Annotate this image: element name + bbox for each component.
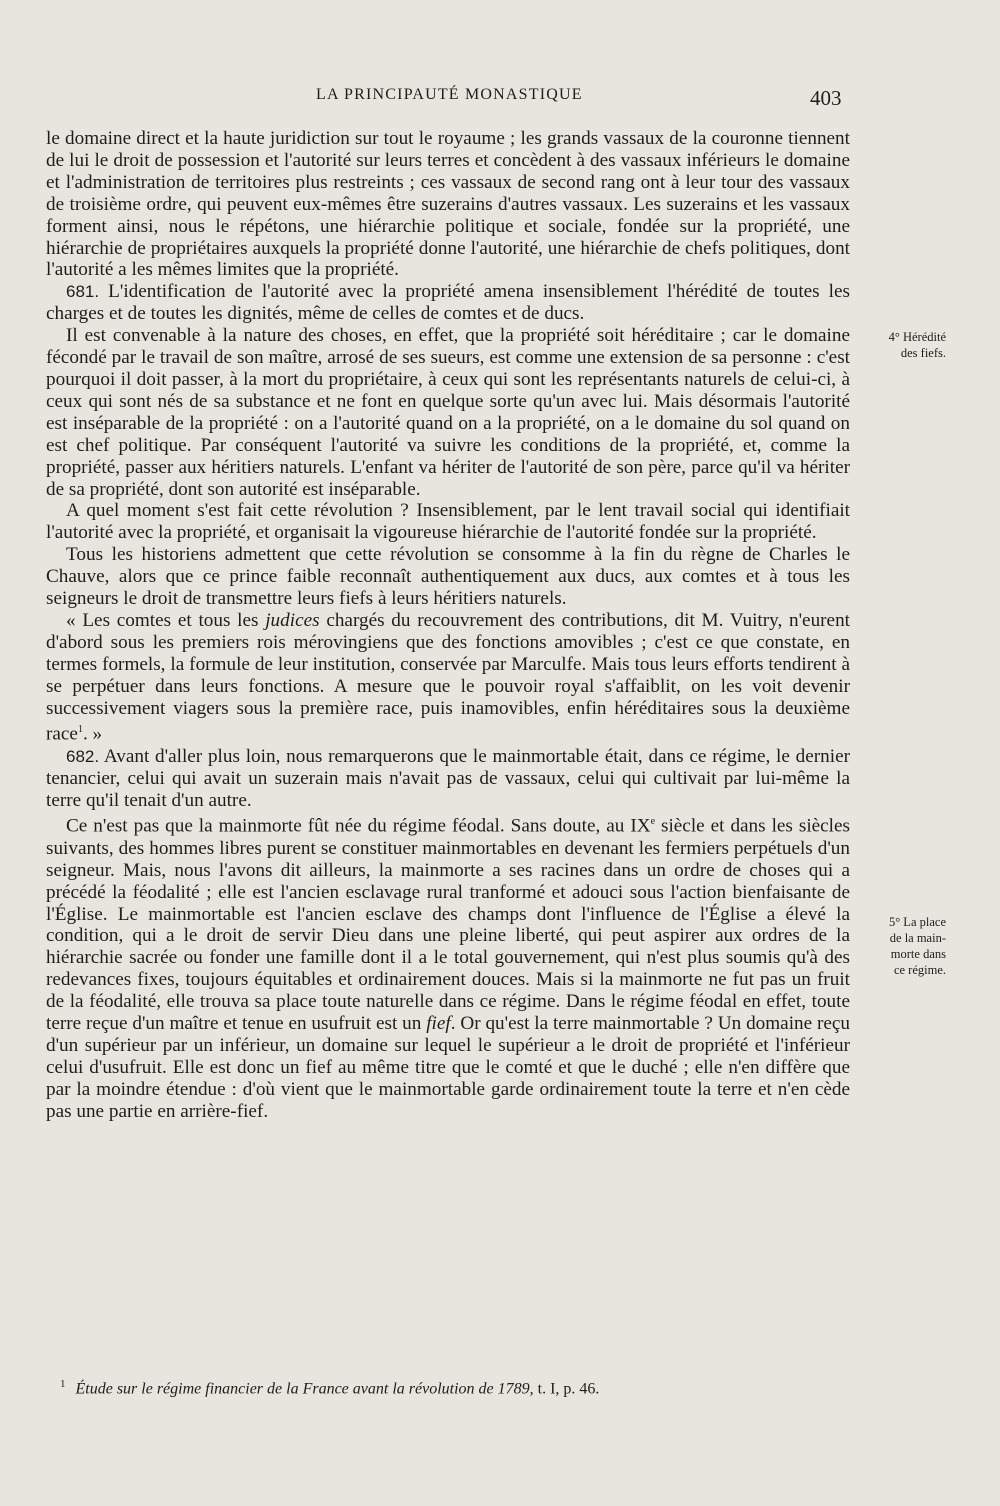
paragraph-text: . Or qu'est la terre mainmortable ? Un domaine reçu d'un supérieur par un inférieur, un domaine sur lequel le supérieur a le droit de propriété et l'inférieur celui d'usufruit. Elle est donc un fief au même titre que le comté et que le duché ; elle n'en diffère que par la moindre étendue : d'où vient que le mainmortable garde ordinairement toute la terre et n'en cède pas une partie en arrière-fief.	[46, 1013, 851, 1122]
superscript: e	[650, 816, 656, 828]
footnote-title: Étude sur le régime financier de la France avant la révolution de 1789	[75, 1380, 530, 1398]
paragraph-text: A quel moment s'est fait cette révolution ? Insensiblement, par le lent travail social qui identifiait l'autorité avec la propriété, et organisait la vigoureuse hiérarchie de l'autorité fondée sur la propriété.	[46, 500, 850, 544]
paragraph	[46, 544, 850, 610]
paragraph	[46, 811, 850, 1122]
footnote-reference: 1	[77, 724, 83, 736]
page-number: 403	[810, 86, 842, 110]
quote-text: chargés du recouvrement des contributions, dit M. Vuitry, n'eurent d'abord sous les premiers rois mérovingiens que des fonctions amovibles ; c'est ce que constate, en termes formels, la formule de leur institution, conservée par Marculfe. Mais tous leurs efforts tendirent à se perpétuer dans leurs fonctions. A mesure que le pouvoir royal s'affaiblit, on les voit devenir successivement viagers sous la première race, puis inamovibles, enfin héréditaires sous la deuxième race	[46, 609, 850, 745]
italic-term: judices	[265, 609, 320, 631]
paragraph-text: siècle et dans les siècles suivants, des hommes libres purent se constituer mainmortables en devenant les fermiers perpétuels d'un seigneur. Mais, nous l'avons dit ailleurs, la mainmorte a ses racines dans un ordre de choses qui a précédé la féodalité ; elle est l'ancien esclavage rural tranformé et adouci sous l'action bienfaisante de l'Église. Le mainmortable est l'ancien esclave des champs dont l'influence de l'Église a élevé la condition, qui a le droit de servir Dieu dans une pleine liberté, qui peut aspirer aux ordres de la hiérarchie sacrée ou fonder une famille dont il a le total gouvernement, qui n'est plus soumis qu'à des redevances fixes, toujours équitables et ordinairement douces. Mais si la mainmorte ne fut pas un fruit de la féodalité, elle trouva sa place toute naturelle dans ce régime. Dans le régime féodal en effet, toute terre reçue d'un maître et tenue en usufruit est un	[46, 815, 850, 1035]
paragraph-text: Il est convenable à la nature des choses, en effet, que la propriété soit héréditaire ; car le domaine fécondé par le travail de son maître, arrosé de ses sueurs, est comme une extension de sa personne : c'est pourquoi il doit passer, à la mort du propriétaire, à ceux qui sont les représentants naturels de celui-ci, à ceux qui sont nés de sa substance et ne font en quelque sorte qu'un avec lui. Mais désormais l'autorité est inséparable de la propriété : on a l'autorité quand on a la propriété, on a le domaine du sol quand on est chef politique. Par conséquent l'autorité va suivre les conditions de la propriété, et, comme la propriété, passer aux héritiers naturels. L'enfant va hériter de l'autorité de son père, parce qu'il va hériter de sa propriété, dont son autorité est inséparable.	[46, 325, 850, 500]
margin-note-line: des fiefs.	[900, 346, 946, 360]
quotation-paragraph	[46, 610, 850, 746]
main-text	[46, 128, 850, 1123]
paragraph-text: L'identification de l'autorité avec la propriété amena insensiblement l'hérédité de toutes les charges et de toutes les dignités, même de celles de comtes et de ducs.	[46, 281, 851, 325]
running-title: LA PRINCIPAUTÉ MONASTIQUE	[316, 86, 583, 103]
paragraph	[46, 128, 850, 281]
italic-term: fief	[426, 1013, 451, 1035]
margin-note-line: morte dans	[890, 947, 946, 961]
margin-note-mainmorte	[856, 914, 946, 978]
margin-note-line: ce régime.	[893, 963, 946, 977]
paragraph-number: 681.	[66, 282, 100, 302]
margin-note-heredite	[856, 329, 946, 361]
paragraph-text: le domaine direct et la haute juridiction sur tout le royaume ; les grands vassaux de la couronne tiennent de lui le droit de possession et l'autorité sur leurs terres et concèdent à des vassaux inférieurs le domaine et l'administration de territoires plus restreints ; ces vassaux de second rang ont à leur tour des vassaux de troisième ordre, qui peuvent eux-mêmes être suzerains d'autres vassaux. Les suzerains et les vassaux forment ainsi, nous le répétons, une hiérarchie politique et sociale, fondée sur la propriété, une hiérarchie de propriétaires auxquels la propriété donne l'autorité, une hiérarchie de chefs politiques, dont l'autorité a les mêmes limites que la propriété.	[46, 128, 850, 281]
quote-text: « Les comtes et tous les	[66, 609, 266, 631]
paragraph-text: Tous les historiens admettent que cette révolution se consomme à la fin du règne de Charles le Chauve, alors que ce prince faible reconnaît authentiquement aux ducs, aux comtes et à tous les seigneurs le droit de transmettre leurs fiefs à leurs héritiers naturels.	[46, 544, 850, 610]
paragraph	[46, 325, 850, 500]
paragraph-681	[46, 281, 850, 325]
footnote	[60, 1378, 860, 1398]
margin-note-line: 4° Hérédité	[888, 330, 946, 344]
paragraph-text: Ce n'est pas que la mainmorte fût née du régime féodal. Sans doute, au IX	[66, 815, 651, 837]
paragraph-682	[46, 746, 850, 812]
paragraph-text: Avant d'aller plus loin, nous remarquerons que le mainmortable était, dans ce régime, le dernier tenancier, celui qui avait un suzerain mais n'avait pas de vassaux, celui qui cultivait par lui-même la terre qu'il tenait d'un autre.	[46, 745, 850, 811]
margin-note-line: 5° La place	[888, 915, 946, 929]
paragraph-number: 682.	[66, 746, 100, 766]
quote-text: . »	[82, 723, 103, 745]
margin-note-line: de la main-	[889, 931, 946, 945]
footnote-citation: , t. I, p. 46.	[529, 1380, 600, 1398]
footnote-mark: 1	[60, 1378, 66, 1390]
paragraph	[46, 500, 850, 544]
